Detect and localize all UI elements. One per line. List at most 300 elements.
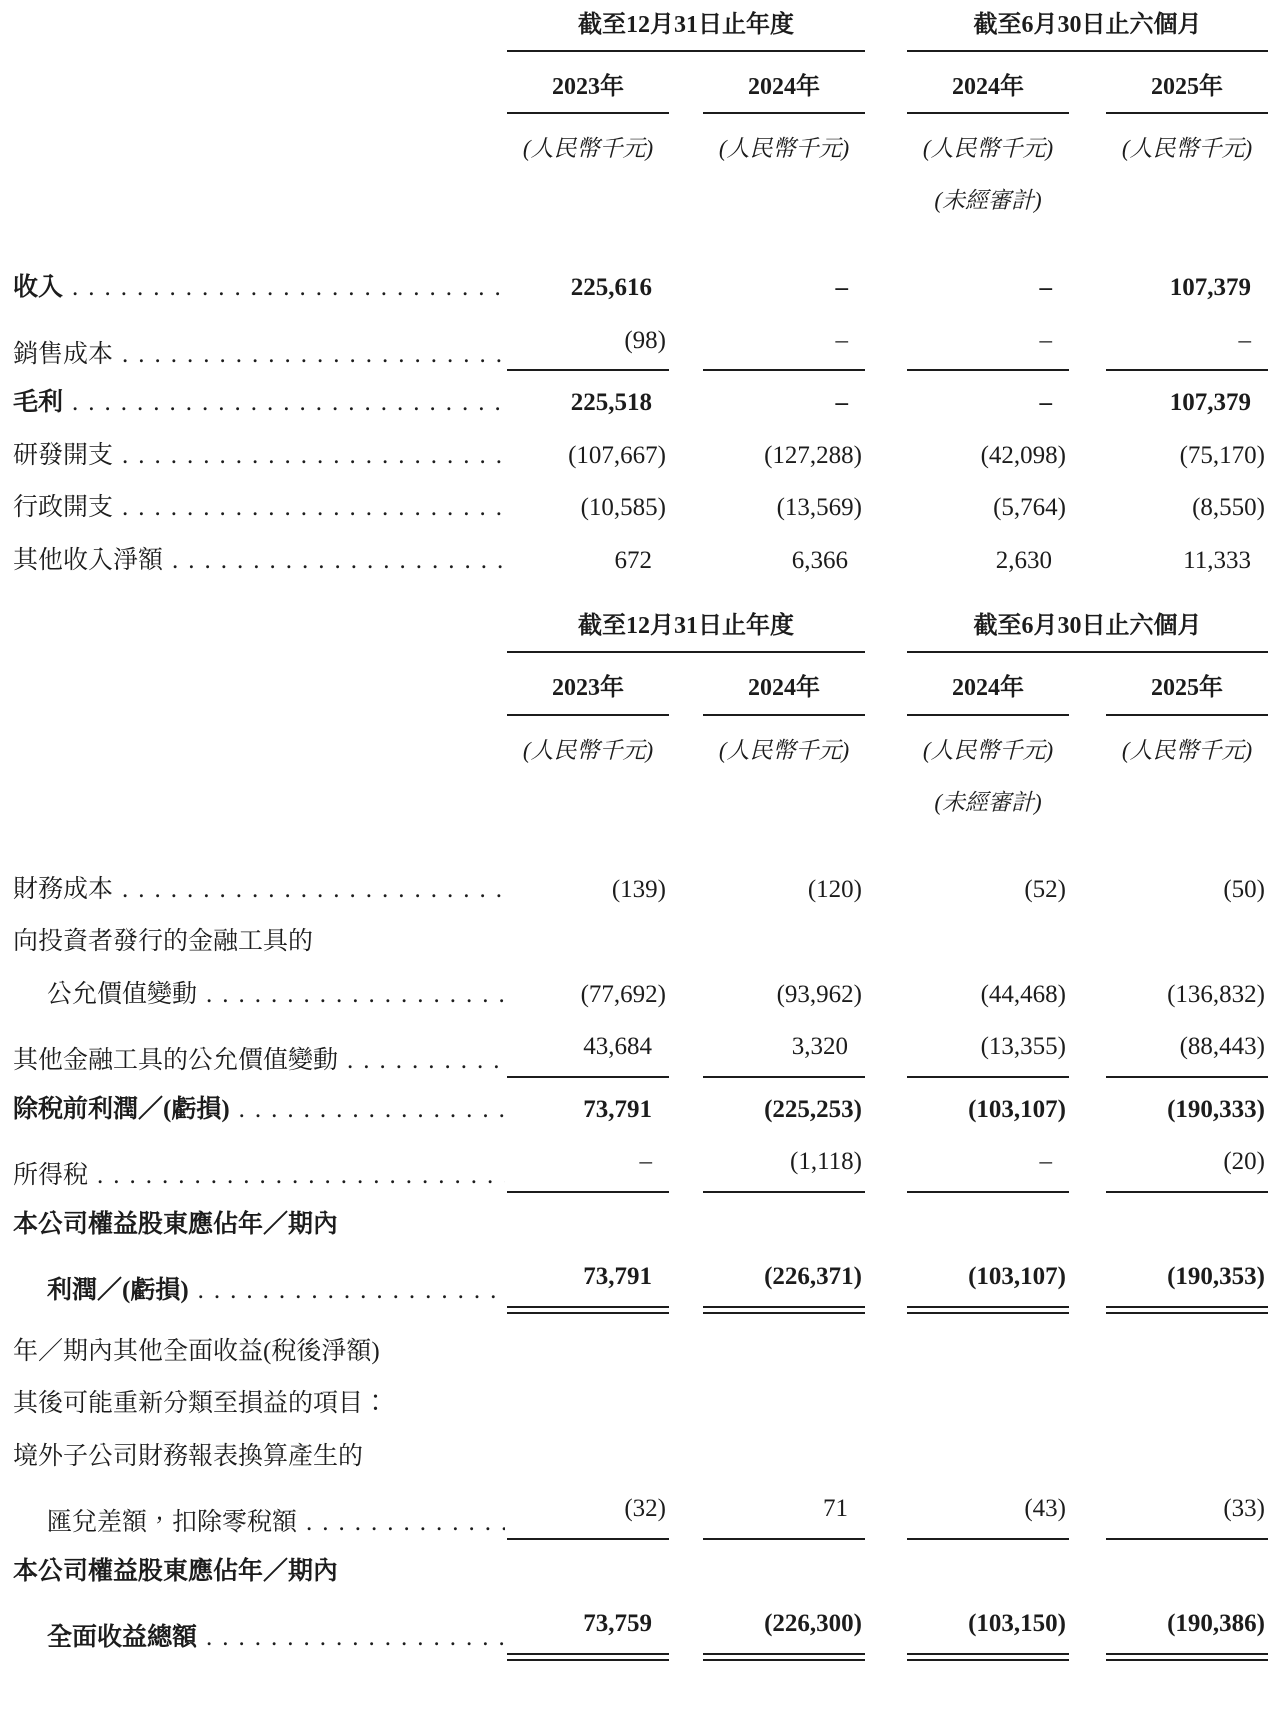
row-label: 本公司權益股東應佔年／期內: [13, 1557, 339, 1585]
column-gap: [865, 828, 907, 917]
header-spacer: [703, 776, 865, 828]
value-cell: [507, 1378, 669, 1431]
value-cell: [703, 1199, 865, 1252]
header-spacer: [1069, 726, 1106, 776]
row-label-cell: [13, 916, 507, 969]
header-spacer: [13, 776, 507, 828]
value: (190,333): [1167, 1095, 1265, 1123]
column-gap: [865, 1084, 907, 1137]
value-cell: [507, 535, 669, 588]
table-row: [13, 1136, 1268, 1199]
header-spacer: [865, 0, 907, 62]
row-label: 財務成本: [13, 875, 114, 903]
header-spacer: [865, 62, 907, 124]
year-label: 2024年: [907, 72, 1069, 114]
value: 2,630: [995, 546, 1052, 574]
value: (136,832): [1167, 980, 1265, 1008]
column-gap: [1069, 1251, 1106, 1326]
row-label: 研發開支: [13, 441, 114, 469]
column-gap: [1069, 1084, 1106, 1137]
value-cell: [703, 1021, 865, 1084]
value-cell: [907, 1431, 1069, 1484]
header-spacer: [1106, 174, 1268, 226]
header-spacer: [669, 726, 703, 776]
year-label: 2023年: [507, 673, 669, 715]
table-row: [13, 535, 1268, 588]
year-cell: [507, 62, 669, 124]
column-gap: [1069, 1598, 1106, 1673]
value: –: [907, 1146, 1069, 1193]
value-cell: [507, 226, 669, 315]
currency-note-row: [13, 726, 1268, 776]
period-group-cell: [507, 0, 865, 62]
value-cell: [1106, 535, 1268, 588]
table-row: [13, 1546, 1268, 1599]
value: (52): [1024, 875, 1066, 903]
unaudited-note: (未經審計): [934, 188, 1042, 214]
column-gap: [1069, 1546, 1106, 1599]
table-row: [13, 1199, 1268, 1252]
header-spacer: [13, 174, 507, 226]
value-cell: [907, 535, 1069, 588]
value: (225,253): [764, 1095, 862, 1123]
column-gap: [669, 1483, 703, 1546]
value: (103,150): [907, 1608, 1069, 1655]
row-label: 銷售成本: [13, 340, 114, 368]
value: 73,759: [507, 1608, 669, 1655]
row-label: 其他收入淨額: [13, 546, 164, 574]
period-group-cell: [907, 597, 1268, 663]
value-cell: [703, 1251, 865, 1326]
column-gap: [865, 969, 907, 1022]
value: (93,962): [776, 980, 862, 1008]
column-gap: [865, 315, 907, 378]
currency-note-row: [13, 124, 1268, 174]
value: (1,118): [703, 1146, 865, 1193]
value-cell: [907, 1084, 1069, 1137]
value-cell: [907, 828, 1069, 917]
year-cell: [703, 62, 865, 124]
value-cell: [703, 377, 865, 430]
value-cell: [703, 315, 865, 378]
value-cell: [907, 315, 1069, 378]
column-gap: [865, 1546, 907, 1599]
value: (226,300): [703, 1608, 865, 1655]
value-cell: [703, 482, 865, 535]
currency-note: (人民幣千元): [922, 737, 1054, 763]
column-gap: [1069, 1199, 1106, 1252]
row-label: 境外子公司財務報表換算產生的: [13, 1442, 364, 1470]
column-gap: [669, 1378, 703, 1431]
row-label-cell: [13, 226, 507, 315]
value-cell: [507, 377, 669, 430]
value-cell: [907, 1326, 1069, 1379]
column-gap: [1069, 1136, 1106, 1199]
value: (44,468): [980, 980, 1066, 1008]
value: –: [907, 325, 1069, 372]
header-spacer: [13, 597, 507, 663]
row-label: 本公司權益股東應佔年／期內: [13, 1210, 339, 1238]
column-gap: [1069, 1483, 1106, 1546]
value-cell: [703, 1136, 865, 1199]
value: (5,764): [993, 494, 1066, 522]
header-spacer: [13, 0, 507, 62]
year-cell: [507, 663, 669, 725]
value-cell: [1106, 1483, 1268, 1546]
value-cell: [907, 377, 1069, 430]
row-label-cell: [13, 1546, 507, 1599]
column-gap: [865, 1431, 907, 1484]
table-row: [13, 226, 1268, 315]
period-group-label: 截至12月31日止年度: [507, 10, 865, 52]
currency-note: (人民幣千元): [1121, 136, 1253, 162]
column-gap: [669, 377, 703, 430]
value: (127,288): [764, 441, 862, 469]
currency-note: (人民幣千元): [718, 737, 850, 763]
period-group-label: 截至12月31日止年度: [507, 611, 865, 653]
header-spacer: [1069, 124, 1106, 174]
row-label: 公允價值變動: [47, 980, 198, 1008]
row-label: 所得稅: [13, 1162, 89, 1190]
year-label: 2025年: [1106, 72, 1268, 114]
value-cell: [907, 226, 1069, 315]
value: (42,098): [980, 441, 1066, 469]
value-cell: [1106, 1598, 1268, 1673]
value-cell: [507, 1546, 669, 1599]
row-label: 行政開支: [13, 494, 114, 522]
row-label-cell: [13, 482, 507, 535]
currency-note: (人民幣千元): [522, 136, 654, 162]
value-cell: [703, 828, 865, 917]
column-gap: [1069, 969, 1106, 1022]
value-cell: [507, 1598, 669, 1673]
row-label: 其後可能重新分類至損益的項目：: [13, 1390, 389, 1418]
value-cell: [907, 1021, 1069, 1084]
header-spacer: [865, 124, 907, 174]
value: 71: [703, 1493, 865, 1540]
value: (226,371): [703, 1261, 865, 1308]
value-cell: [507, 482, 669, 535]
period-group-row: [13, 0, 1268, 62]
value-cell: [1106, 1546, 1268, 1599]
column-gap: [865, 482, 907, 535]
value-cell: [907, 916, 1069, 969]
header-spacer: [865, 663, 907, 725]
value: 11,333: [1183, 546, 1251, 574]
column-gap: [865, 1251, 907, 1326]
dot-leader: [122, 874, 505, 907]
value: (190,353): [1106, 1261, 1268, 1308]
period-group-cell: [507, 597, 865, 663]
row-label-cell: [13, 828, 507, 917]
value-cell: [507, 1084, 669, 1137]
section-spacer: [0, 587, 1268, 597]
value-cell: [703, 969, 865, 1022]
value: (120): [807, 875, 862, 903]
table-row: [13, 969, 1268, 1022]
year-cell: [907, 663, 1069, 725]
header-spacer: [865, 174, 907, 226]
value-cell: [1106, 969, 1268, 1022]
header-spacer: [669, 663, 703, 725]
row-label-cell: [13, 1251, 507, 1326]
unaudited-note-row: [13, 776, 1268, 828]
column-gap: [669, 828, 703, 917]
column-gap: [669, 226, 703, 315]
period-group-row: [13, 597, 1268, 663]
value: 107,379: [1169, 389, 1251, 417]
value: 672: [614, 546, 652, 574]
value-cell: [507, 1021, 669, 1084]
value: 225,518: [570, 389, 652, 417]
dot-leader: [198, 1275, 505, 1308]
value-cell: [1106, 1378, 1268, 1431]
value-cell: [703, 1546, 865, 1599]
column-gap: [1069, 1326, 1106, 1379]
value: (75,170): [1179, 441, 1265, 469]
value: (98): [507, 325, 669, 372]
table-row: [13, 828, 1268, 917]
year-label: 2024年: [907, 673, 1069, 715]
column-gap: [865, 1136, 907, 1199]
value-cell: [1106, 828, 1268, 917]
row-label: 向投資者發行的金融工具的: [13, 928, 314, 956]
value-cell: [703, 1084, 865, 1137]
unaudited-note-row: [13, 174, 1268, 226]
period-group-label: 截至6月30日止六個月: [907, 10, 1268, 52]
header-spacer: [1069, 174, 1106, 226]
column-gap: [865, 430, 907, 483]
table-row: [13, 1598, 1268, 1673]
column-gap: [669, 1598, 703, 1673]
value: (190,386): [1106, 1608, 1268, 1655]
value: 107,379: [1169, 274, 1251, 302]
value-cell: [703, 1483, 865, 1546]
value-cell: [703, 1378, 865, 1431]
value-cell: [507, 828, 669, 917]
year-label: 2024年: [703, 72, 865, 114]
value-cell: [907, 1136, 1069, 1199]
value-cell: [507, 916, 669, 969]
dot-leader: [206, 1622, 505, 1655]
value: (33): [1106, 1493, 1268, 1540]
value: –: [835, 389, 848, 417]
row-label-cell: [13, 315, 507, 378]
value-cell: [507, 1136, 669, 1199]
header-spacer: [865, 597, 907, 663]
header-spacer: [669, 776, 703, 828]
year-header-row: [13, 663, 1268, 725]
column-gap: [1069, 430, 1106, 483]
column-gap: [669, 535, 703, 588]
column-gap: [669, 1136, 703, 1199]
value: 43,684: [507, 1031, 669, 1078]
year-label: 2024年: [703, 673, 865, 715]
row-label-cell: [13, 1136, 507, 1199]
period-group-cell: [907, 0, 1268, 62]
column-gap: [669, 1199, 703, 1252]
value-cell: [1106, 1084, 1268, 1137]
row-label: 匯兌差額，扣除零稅額: [47, 1509, 298, 1537]
value-cell: [703, 1598, 865, 1673]
value: –: [1106, 325, 1268, 372]
header-spacer: [507, 776, 669, 828]
dot-leader: [72, 387, 505, 420]
row-label-cell: [13, 1021, 507, 1084]
header-spacer: [669, 62, 703, 124]
value-cell: [907, 1598, 1069, 1673]
value-cell: [907, 969, 1069, 1022]
value-cell: [507, 1326, 669, 1379]
header-spacer: [669, 124, 703, 174]
value: (13,569): [776, 494, 862, 522]
table-row: [13, 1431, 1268, 1484]
value: –: [1039, 274, 1052, 302]
value-cell: [1106, 1251, 1268, 1326]
header-spacer: [1069, 62, 1106, 124]
value-cell: [507, 969, 669, 1022]
value-cell: [507, 1431, 669, 1484]
column-gap: [1069, 1021, 1106, 1084]
value: –: [835, 274, 848, 302]
value-cell: [1106, 1431, 1268, 1484]
column-gap: [1069, 1431, 1106, 1484]
column-gap: [669, 969, 703, 1022]
header-spacer: [1069, 663, 1106, 725]
row-label: 利潤／(虧損): [47, 1277, 189, 1305]
dot-leader: [97, 1160, 505, 1193]
row-label: 其他金融工具的公允價值變動: [13, 1047, 339, 1075]
column-gap: [865, 1483, 907, 1546]
header-spacer: [13, 726, 507, 776]
value-cell: [703, 430, 865, 483]
column-gap: [669, 1084, 703, 1137]
header-spacer: [865, 726, 907, 776]
column-gap: [1069, 226, 1106, 315]
table-body: [13, 226, 1268, 587]
value: (13,355): [907, 1031, 1069, 1078]
column-gap: [865, 535, 907, 588]
row-label: 毛利: [13, 389, 64, 417]
value-cell: [703, 916, 865, 969]
value-cell: [907, 1483, 1069, 1546]
column-gap: [1069, 828, 1106, 917]
row-label-cell: [13, 1378, 507, 1431]
currency-note: (人民幣千元): [718, 136, 850, 162]
header-spacer: [1069, 776, 1106, 828]
column-gap: [669, 430, 703, 483]
value-cell: [907, 430, 1069, 483]
currency-note: (人民幣千元): [1121, 737, 1253, 763]
row-label-cell: [13, 1483, 507, 1546]
column-gap: [865, 1378, 907, 1431]
year-cell: [703, 663, 865, 725]
table-row: [13, 1251, 1268, 1326]
value-cell: [1106, 430, 1268, 483]
value-cell: [1106, 1326, 1268, 1379]
period-group-label: 截至6月30日止六個月: [907, 611, 1268, 653]
header-spacer: [13, 124, 507, 174]
table-row: [13, 1326, 1268, 1379]
column-gap: [865, 1326, 907, 1379]
value: (77,692): [580, 980, 666, 1008]
value: (20): [1106, 1146, 1268, 1193]
row-label-cell: [13, 1084, 507, 1137]
column-gap: [1069, 535, 1106, 588]
column-gap: [669, 1021, 703, 1084]
row-label-cell: [13, 1199, 507, 1252]
value: (103,107): [968, 1095, 1066, 1123]
value-cell: [1106, 315, 1268, 378]
column-gap: [669, 916, 703, 969]
row-label-cell: [13, 430, 507, 483]
income-statement-table-1: [13, 0, 1268, 587]
column-gap: [1069, 1378, 1106, 1431]
row-label-cell: [13, 1326, 507, 1379]
column-gap: [865, 1021, 907, 1084]
value-cell: [1106, 1021, 1268, 1084]
value-cell: [507, 1251, 669, 1326]
dot-leader: [172, 545, 505, 578]
value-cell: [507, 1199, 669, 1252]
table-row: [13, 916, 1268, 969]
row-label: 年／期內其他全面收益(稅後淨額): [13, 1337, 380, 1365]
header-spacer: [1106, 776, 1268, 828]
column-gap: [1069, 916, 1106, 969]
year-cell: [1106, 62, 1268, 124]
value-cell: [907, 1251, 1069, 1326]
column-gap: [865, 1199, 907, 1252]
table-row: [13, 377, 1268, 430]
value: (50): [1223, 875, 1265, 903]
row-label-cell: [13, 535, 507, 588]
value: (88,443): [1106, 1031, 1268, 1078]
value: (8,550): [1192, 494, 1265, 522]
currency-note: (人民幣千元): [922, 136, 1054, 162]
year-header-row: [13, 62, 1268, 124]
column-gap: [669, 1431, 703, 1484]
value: (107,667): [568, 441, 666, 469]
value-cell: [507, 315, 669, 378]
value: 6,366: [791, 546, 848, 574]
header-spacer: [865, 776, 907, 828]
header-spacer: [703, 174, 865, 226]
value: 73,791: [583, 1095, 652, 1123]
column-gap: [1069, 315, 1106, 378]
value-cell: [703, 535, 865, 588]
row-label-cell: [13, 969, 507, 1022]
table-row: [13, 482, 1268, 535]
column-gap: [1069, 377, 1106, 430]
column-gap: [669, 315, 703, 378]
year-label: 2023年: [507, 72, 669, 114]
table-body: [13, 828, 1268, 1673]
row-label: 全面收益總額: [47, 1624, 198, 1652]
value: (43): [907, 1493, 1069, 1540]
table-row: [13, 1021, 1268, 1084]
value: 73,791: [507, 1261, 669, 1308]
value-cell: [907, 1378, 1069, 1431]
dot-leader: [122, 440, 505, 473]
row-label: 收入: [13, 274, 64, 302]
value: (10,585): [580, 494, 666, 522]
currency-note: (人民幣千元): [522, 737, 654, 763]
value-cell: [907, 1199, 1069, 1252]
value-cell: [907, 482, 1069, 535]
value-cell: [1106, 1136, 1268, 1199]
value-cell: [1106, 482, 1268, 535]
column-gap: [865, 226, 907, 315]
